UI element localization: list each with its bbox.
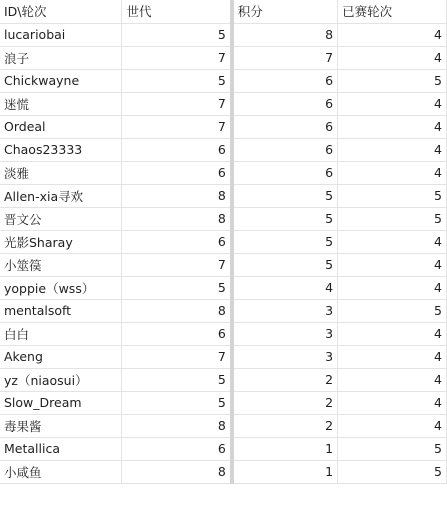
cell-score[interactable]: 3 xyxy=(232,299,338,322)
cell-id[interactable]: Akeng xyxy=(0,345,122,368)
cell-score[interactable]: 6 xyxy=(232,115,338,138)
cell-id[interactable]: Slow_Dream xyxy=(0,391,122,414)
header-cell-rounds[interactable]: 已赛轮次 xyxy=(338,0,447,23)
cell-score[interactable]: 6 xyxy=(232,69,338,92)
cell-generation[interactable]: 6 xyxy=(122,138,232,161)
cell-id[interactable]: 白白 xyxy=(0,322,122,345)
cell-id[interactable]: Chaos23333 xyxy=(0,138,122,161)
table-row xyxy=(0,345,447,368)
cell-id[interactable]: 小咸鱼 xyxy=(0,460,122,483)
cell-rounds[interactable]: 5 xyxy=(338,299,447,322)
cell-generation[interactable]: 7 xyxy=(122,115,232,138)
cell-generation[interactable]: 5 xyxy=(122,368,232,391)
header-cell-generation[interactable]: 世代 xyxy=(122,0,232,23)
cell-generation[interactable]: 7 xyxy=(122,46,232,69)
cell-rounds[interactable]: 4 xyxy=(338,414,447,437)
cell-score[interactable]: 4 xyxy=(232,276,338,299)
table-row xyxy=(0,437,447,460)
table-row xyxy=(0,276,447,299)
table-row xyxy=(0,69,447,92)
cell-rounds[interactable]: 4 xyxy=(338,322,447,345)
table-row xyxy=(0,23,447,46)
cell-rounds[interactable]: 5 xyxy=(338,69,447,92)
table-row xyxy=(0,138,447,161)
cell-rounds[interactable]: 5 xyxy=(338,460,447,483)
table-row xyxy=(0,184,447,207)
table-row xyxy=(0,92,447,115)
cell-id[interactable]: 淡雅 xyxy=(0,161,122,184)
cell-generation[interactable]: 6 xyxy=(122,161,232,184)
cell-generation[interactable]: 5 xyxy=(122,23,232,46)
cell-id[interactable]: 小筮篌 xyxy=(0,253,122,276)
cell-id[interactable]: 光影Sharay xyxy=(0,230,122,253)
cell-score[interactable]: 5 xyxy=(232,207,338,230)
cell-generation[interactable]: 7 xyxy=(122,345,232,368)
cell-id[interactable]: 晋文公 xyxy=(0,207,122,230)
cell-score[interactable]: 1 xyxy=(232,437,338,460)
cell-generation[interactable]: 5 xyxy=(122,391,232,414)
cell-id[interactable]: lucariobai xyxy=(0,23,122,46)
cell-rounds[interactable]: 4 xyxy=(338,92,447,115)
cell-generation[interactable]: 7 xyxy=(122,92,232,115)
table-row xyxy=(0,230,447,253)
cell-score[interactable]: 6 xyxy=(232,92,338,115)
cell-score[interactable]: 8 xyxy=(232,23,338,46)
cell-rounds[interactable]: 5 xyxy=(338,437,447,460)
table-body xyxy=(0,23,447,483)
cell-rounds[interactable]: 4 xyxy=(338,230,447,253)
cell-id[interactable]: Allen-xia寻欢 xyxy=(0,184,122,207)
cell-generation[interactable]: 6 xyxy=(122,437,232,460)
cell-score[interactable]: 5 xyxy=(232,253,338,276)
cell-generation[interactable]: 8 xyxy=(122,299,232,322)
cell-id[interactable]: yoppie（wss） xyxy=(0,276,122,299)
cell-generation[interactable]: 6 xyxy=(122,322,232,345)
table-row xyxy=(0,115,447,138)
cell-rounds[interactable]: 4 xyxy=(338,23,447,46)
table-row xyxy=(0,391,447,414)
cell-rounds[interactable]: 4 xyxy=(338,391,447,414)
table-row xyxy=(0,368,447,391)
cell-score[interactable]: 5 xyxy=(232,184,338,207)
cell-rounds[interactable]: 4 xyxy=(338,253,447,276)
cell-score[interactable]: 6 xyxy=(232,161,338,184)
table-row xyxy=(0,253,447,276)
cell-score[interactable]: 3 xyxy=(232,345,338,368)
cell-rounds[interactable]: 5 xyxy=(338,207,447,230)
cell-rounds[interactable]: 4 xyxy=(338,161,447,184)
cell-rounds[interactable]: 4 xyxy=(338,46,447,69)
cell-id[interactable]: yz（niaosui） xyxy=(0,368,122,391)
header-cell-score[interactable]: 积分 xyxy=(232,0,338,23)
cell-id[interactable]: Chickwayne xyxy=(0,69,122,92)
cell-id[interactable]: 浪子 xyxy=(0,46,122,69)
cell-generation[interactable]: 8 xyxy=(122,460,232,483)
cell-id[interactable]: mentalsoft xyxy=(0,299,122,322)
cell-id[interactable]: 毒果酱 xyxy=(0,414,122,437)
table-row xyxy=(0,414,447,437)
cell-generation[interactable]: 8 xyxy=(122,207,232,230)
table-row xyxy=(0,299,447,322)
cell-score[interactable]: 2 xyxy=(232,391,338,414)
cell-id[interactable]: Ordeal xyxy=(0,115,122,138)
cell-generation[interactable]: 5 xyxy=(122,69,232,92)
cell-rounds[interactable]: 4 xyxy=(338,276,447,299)
cell-generation[interactable]: 6 xyxy=(122,230,232,253)
cell-rounds[interactable]: 4 xyxy=(338,115,447,138)
cell-score[interactable]: 6 xyxy=(232,138,338,161)
cell-score[interactable]: 1 xyxy=(232,460,338,483)
table-row xyxy=(0,46,447,69)
table-row xyxy=(0,207,447,230)
cell-id[interactable]: 迷慌 xyxy=(0,92,122,115)
table-row xyxy=(0,460,447,483)
cell-score[interactable]: 5 xyxy=(232,230,338,253)
cell-score[interactable]: 3 xyxy=(232,322,338,345)
table-row xyxy=(0,161,447,184)
cell-generation[interactable]: 8 xyxy=(122,184,232,207)
cell-rounds[interactable]: 4 xyxy=(338,138,447,161)
cell-rounds[interactable]: 5 xyxy=(338,184,447,207)
cell-rounds[interactable]: 4 xyxy=(338,368,447,391)
cell-generation[interactable]: 5 xyxy=(122,276,232,299)
header-cell-id[interactable]: ID\轮次 xyxy=(0,0,122,23)
cell-rounds[interactable]: 4 xyxy=(338,345,447,368)
cell-score[interactable]: 7 xyxy=(232,46,338,69)
cell-generation[interactable]: 7 xyxy=(122,253,232,276)
cell-generation[interactable]: 8 xyxy=(122,414,232,437)
header-row xyxy=(0,0,447,23)
cell-score[interactable]: 2 xyxy=(232,368,338,391)
cell-score[interactable]: 2 xyxy=(232,414,338,437)
cell-id[interactable]: Metallica xyxy=(0,437,122,460)
table-row xyxy=(0,322,447,345)
